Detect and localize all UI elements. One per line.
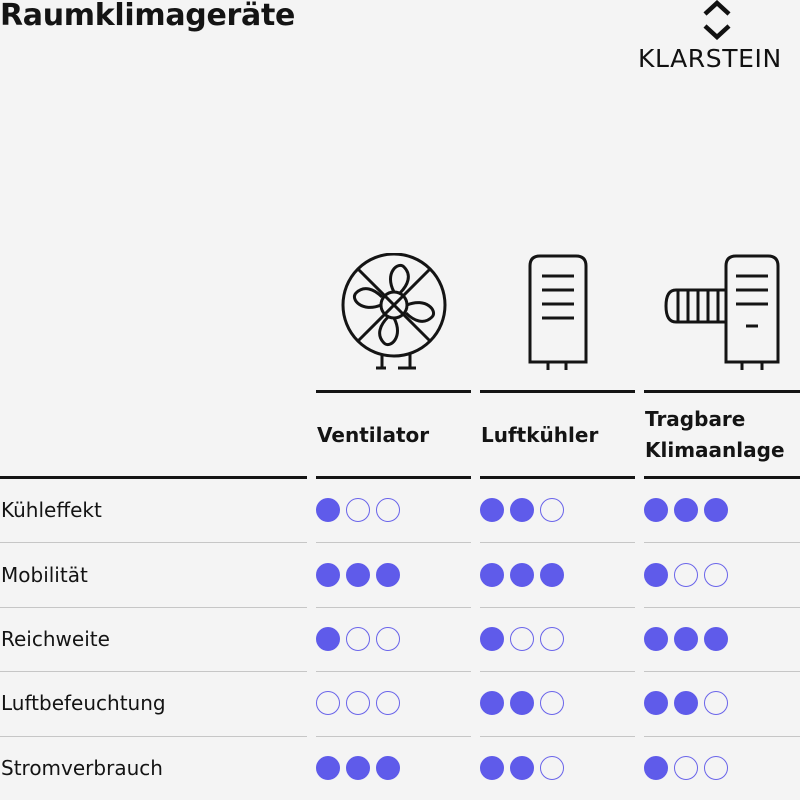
rating-dot-filled	[704, 627, 728, 651]
rating-dots	[316, 627, 400, 651]
row-label: Mobilität	[1, 562, 88, 587]
rating-dot-empty	[346, 627, 370, 651]
rating-dot-filled	[510, 563, 534, 587]
rating-dot-filled	[704, 498, 728, 522]
rating-dots	[480, 498, 564, 522]
rating-dot-filled	[316, 756, 340, 780]
rating-dot-filled	[480, 691, 504, 715]
rating-dot-filled	[644, 498, 668, 522]
brand-name: KLARSTEIN	[638, 44, 782, 73]
row-divider	[0, 607, 307, 608]
column-header-ventilator: Ventilator	[317, 423, 430, 447]
table-header-rule	[644, 476, 800, 479]
rating-dot-filled	[346, 563, 370, 587]
rating-dots	[480, 691, 564, 715]
rating-dot-empty	[674, 563, 698, 587]
row-divider	[644, 542, 800, 543]
page-title: Raumklimageräte	[0, 0, 296, 33]
rating-dots	[316, 498, 400, 522]
rating-dot-filled	[346, 756, 370, 780]
rating-dot-filled	[510, 756, 534, 780]
rating-dot-filled	[316, 563, 340, 587]
row-divider	[0, 542, 307, 543]
rating-dot-empty	[704, 691, 728, 715]
rating-dot-filled	[674, 498, 698, 522]
rating-dot-filled	[540, 563, 564, 587]
rating-dots	[316, 563, 400, 587]
rating-dot-filled	[376, 756, 400, 780]
rating-dot-empty	[704, 563, 728, 587]
column-header-rule	[316, 390, 471, 393]
rating-dot-filled	[510, 691, 534, 715]
rating-dot-filled	[644, 756, 668, 780]
rating-dot-empty	[704, 756, 728, 780]
rating-dot-filled	[674, 627, 698, 651]
row-divider	[316, 542, 471, 543]
rating-dot-filled	[480, 756, 504, 780]
column-header-rule	[480, 390, 635, 393]
rating-dot-filled	[644, 691, 668, 715]
rating-dot-filled	[480, 498, 504, 522]
row-divider	[644, 607, 800, 608]
rating-dots	[480, 627, 564, 651]
rating-dot-empty	[346, 498, 370, 522]
row-label: Luftbefeuchtung	[1, 691, 166, 716]
column-header-rule	[644, 390, 800, 393]
rating-dot-filled	[644, 563, 668, 587]
rating-dot-filled	[316, 498, 340, 522]
rating-dots	[644, 627, 728, 651]
rating-dot-empty	[376, 691, 400, 715]
rating-dot-empty	[540, 627, 564, 651]
rating-dot-empty	[376, 498, 400, 522]
brand-logo	[636, 0, 800, 80]
rating-dot-filled	[376, 563, 400, 587]
fan-icon	[340, 253, 448, 371]
row-divider	[480, 542, 635, 543]
row-divider	[316, 671, 471, 672]
row-divider	[0, 736, 307, 737]
table-header-rule	[480, 476, 635, 479]
row-divider	[0, 671, 307, 672]
rating-dot-empty	[540, 691, 564, 715]
rating-dots	[480, 563, 564, 587]
row-divider	[316, 736, 471, 737]
diamond-chevrons-logo-icon	[699, 0, 735, 40]
air-cooler-icon	[528, 254, 588, 372]
table-header-rule	[0, 476, 307, 479]
column-header-luftkuehler: Luftkühler	[481, 423, 599, 447]
row-divider	[480, 736, 635, 737]
rating-dot-filled	[316, 627, 340, 651]
rating-dots	[644, 498, 728, 522]
row-label: Kühleffekt	[1, 498, 102, 523]
rating-dots	[644, 756, 728, 780]
rating-dot-empty	[540, 756, 564, 780]
portable-air-conditioner-icon	[664, 254, 782, 372]
row-divider	[316, 607, 471, 608]
rating-dot-filled	[674, 691, 698, 715]
table-header-rule	[316, 476, 471, 479]
rating-dot-empty	[316, 691, 340, 715]
row-divider	[480, 671, 635, 672]
row-divider	[480, 607, 635, 608]
rating-dot-empty	[346, 691, 370, 715]
rating-dot-empty	[510, 627, 534, 651]
rating-dot-filled	[644, 627, 668, 651]
rating-dots	[316, 756, 400, 780]
column-header-klimaanlage: Tragbare Klimaanlage	[645, 407, 785, 462]
rating-dot-empty	[540, 498, 564, 522]
rating-dot-filled	[480, 627, 504, 651]
row-label: Stromverbrauch	[1, 755, 163, 780]
rating-dots	[316, 691, 400, 715]
rating-dot-empty	[376, 627, 400, 651]
rating-dot-empty	[674, 756, 698, 780]
rating-dots	[644, 563, 728, 587]
rating-dot-filled	[510, 498, 534, 522]
row-label: Reichweite	[1, 627, 110, 651]
rating-dot-filled	[480, 563, 504, 587]
row-divider	[644, 736, 800, 737]
row-divider	[644, 671, 800, 672]
rating-dots	[644, 691, 728, 715]
rating-dots	[480, 756, 564, 780]
